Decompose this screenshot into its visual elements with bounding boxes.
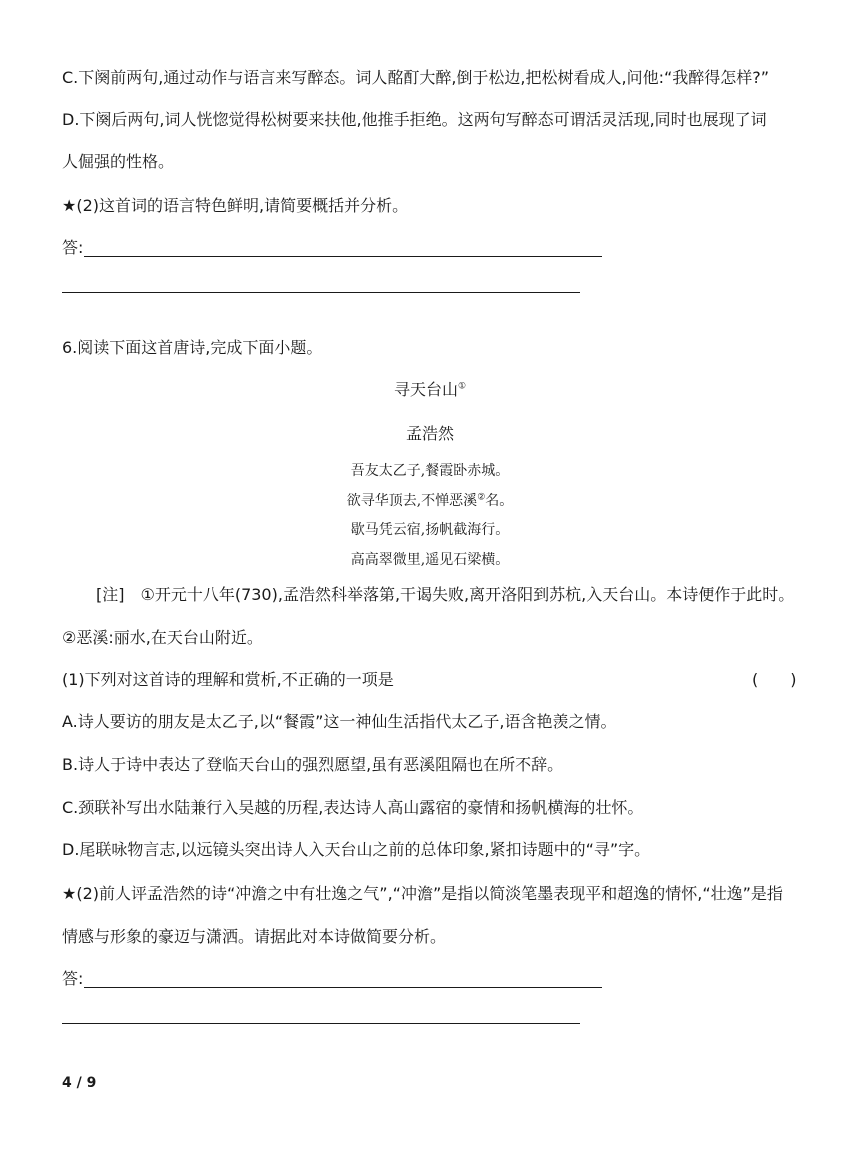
poem-verse-4: 高高翠微里,遥见石梁横。: [350, 552, 510, 568]
q5-option-c: C.下阕前两句,通过动作与语言来写醉态。词人酩酊大醉,倒于松边,把松树看成人,问他:“我醉得怎样?”: [62, 68, 770, 87]
q6-option-c: C.颈联补写出水陆兼行入吴越的历程,表达诗人高山露宿的豪情和扬帆横海的壮怀。: [62, 798, 644, 817]
q6-answer-line-1[interactable]: [84, 987, 602, 988]
q5-option-d-line1: D.下阕后两句,词人恍惚觉得松树要来扶他,他推手拒绝。这两句写醉态可谓活灵活现,同时也展现了词: [62, 110, 767, 129]
q6-subquestion-2-line1: ★(2)前人评孟浩然的诗“冲澹之中有壮逸之气”,“冲澹”是指以简淡笔墨表现平和超逸的情怀,“壮逸”是指: [62, 884, 783, 903]
poem-verse-3: 歇马凭云宿,扬帆截海行。: [350, 522, 510, 538]
q5-subquestion-2: ★(2)这首词的语言特色鲜明,请简要概括并分析。: [62, 196, 409, 215]
q6-option-b: B.诗人于诗中表达了登临天台山的强烈愿望,虽有恶溪阻隔也在所不辞。: [62, 755, 564, 774]
q6-answer-bracket[interactable]: ( ): [752, 670, 797, 689]
poem-verse-2-part-a: 欲寻华顶去,不惮恶溪: [346, 493, 478, 509]
q6-answer-line-2[interactable]: [62, 1023, 580, 1024]
q6-answer-label: 答:: [62, 969, 84, 988]
q5-answer-line-2[interactable]: [62, 292, 580, 293]
q6-intro: 6.阅读下面这首唐诗,完成下面小题。: [62, 338, 323, 357]
q6-option-d: D.尾联咏物言志,以远镜头突出诗人入天台山之前的总体印象,紧扣诗题中的“寻”字。: [62, 840, 651, 859]
poem-verse-2-footnote-mark: ②: [477, 492, 486, 503]
poem-verse-2-part-b: 名。: [485, 493, 514, 509]
q5-answer-label: 答:: [62, 238, 84, 257]
poem-note-2: ②恶溪:丽水,在天台山附近。: [62, 628, 263, 647]
poem-title: [0, 380, 860, 400]
poem-title-text: 寻天台山: [393, 380, 458, 399]
poem-title-footnote-mark: ①: [457, 381, 467, 392]
poem-verse-2: [0, 492, 860, 510]
q5-option-d-line2: 人倔强的性格。: [62, 152, 175, 171]
poem-verse-1: 吾友太乙子,餐霞卧赤城。: [350, 463, 510, 479]
q5-answer-line-1[interactable]: [84, 256, 602, 257]
q6-subquestion-1: (1)下列对这首诗的理解和赏析,不正确的一项是: [62, 670, 394, 689]
page-number: 4 / 9: [62, 1075, 97, 1091]
q6-subquestion-2-line2: 情感与形象的豪迈与潇洒。请据此对本诗做简要分析。: [62, 927, 447, 946]
poem-author: 孟浩然: [405, 424, 454, 443]
q6-option-a: A.诗人要访的朋友是太乙子,以“餐霞”这一神仙生活指代太乙子,语含艳羡之情。: [62, 712, 617, 731]
poem-note-1: [注] ①开元十八年(730),孟浩然科举落第,干谒失败,离开洛阳到苏杭,入天台山。本诗便作于此时。: [96, 585, 795, 604]
